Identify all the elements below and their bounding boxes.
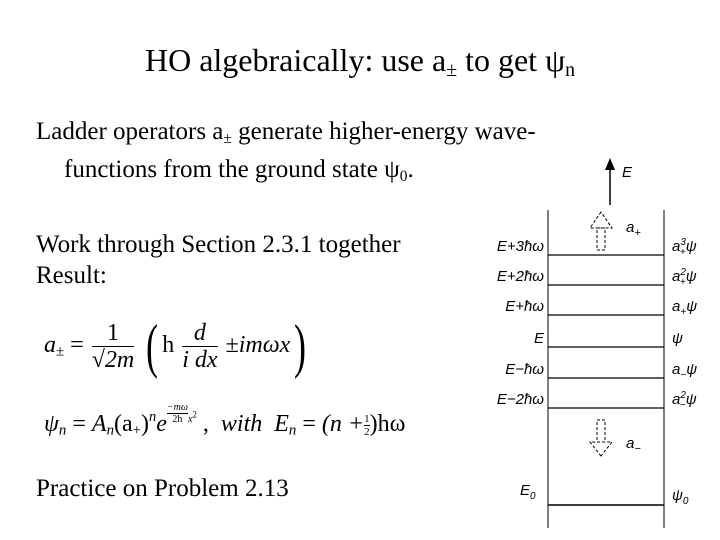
eq2-exp-num: −mω <box>166 402 188 413</box>
title-text: HO algebraically: use a <box>144 42 447 78</box>
eq1-frac2-den-i: i <box>182 347 189 373</box>
energy-level-right-label: $a^2 -\psi$ <box>672 390 697 411</box>
bullet-ladder-operators <box>36 116 536 192</box>
eq1-lhs: a <box>44 332 56 359</box>
eq2-exponent <box>167 402 197 425</box>
eq2-psi: ψ <box>44 411 59 437</box>
eq1-frac-1 <box>92 320 135 373</box>
equation-wavefunction <box>44 402 405 452</box>
eq2-paren-sub: + <box>132 422 142 439</box>
energy-level-right-label: $a_+\psi$ <box>672 298 698 318</box>
energy-level-right-label: ψ <box>672 330 683 347</box>
eq2-half-den: 2 <box>364 425 370 438</box>
title-pm: ± <box>446 58 458 81</box>
energy-levels <box>497 237 697 411</box>
eq2-exp-den: 2h <box>172 414 183 425</box>
eq1-hbar: h <box>162 332 175 359</box>
eq2-n-term: (n + <box>321 411 365 437</box>
lower-arrow <box>590 420 612 456</box>
raise-arrow <box>590 212 612 250</box>
eq2-exp-x-sup: 2 <box>192 409 197 420</box>
ground-level-right-label: $\psi_0$ <box>672 487 689 507</box>
energy-level-left-label: E−2ħω <box>496 391 544 408</box>
eq1-pm-term: ±imωx <box>225 332 291 359</box>
eq2-En-sub: n <box>288 422 297 439</box>
eq1-frac-2 <box>182 320 217 373</box>
eq1-frac1-den: √2m <box>91 347 135 373</box>
title-text-rest: to get ψ <box>457 42 566 78</box>
bullet1-sub0: 0 <box>399 167 408 185</box>
eq2-psi-sub: n <box>58 422 67 439</box>
energy-level-right-label: $a_-\psi$ <box>672 361 698 381</box>
bullet1-period: . <box>407 155 414 183</box>
energy-level-left-label: E+2ħω <box>496 268 544 285</box>
eq2-A: A <box>91 411 107 437</box>
energy-axis-label: E <box>622 164 633 181</box>
eq2-equals-2: = <box>302 411 316 437</box>
eq2-equals: = <box>72 411 86 437</box>
bullet2-text: Work through Section 2.3.1 together <box>36 231 401 258</box>
lower-label: $a_-$ <box>626 435 641 455</box>
raise-label: $a_+$ <box>626 219 641 239</box>
eq2-half-num: 1 <box>364 412 370 425</box>
energy-axis-arrowhead <box>605 158 615 170</box>
bullet-practice: Practice on Problem 2.13 <box>36 475 289 502</box>
energy-level-right-label: $a^3 +\psi$ <box>672 237 697 258</box>
eq1-equals: = <box>70 332 84 359</box>
energy-level-right-label: $a^2 +\psi$ <box>672 267 697 288</box>
ground-level-left-label: $E_0$ <box>520 482 536 502</box>
energy-level-left-label: E <box>533 330 544 347</box>
eq1-frac2-den-dx: dx <box>194 347 218 373</box>
eq2-close: )hω <box>369 411 406 437</box>
energy-level-left-label: E−ħω <box>505 361 544 378</box>
eq2-paren-close: ) <box>141 411 150 437</box>
bullet1-text-b: generate higher-energy wave- <box>231 118 536 145</box>
bullet-work-through <box>36 229 401 291</box>
eq2-exp-x: x <box>187 414 193 425</box>
eq2-paren-sup: n <box>149 408 157 425</box>
eq1-lhs-sub: ± <box>56 343 65 360</box>
title-subscript: n <box>565 58 576 81</box>
bullet3-text: Result: <box>36 262 107 289</box>
eq2-comma: , <box>202 411 209 437</box>
eq1-frac2-num: d <box>182 320 217 347</box>
energy-level-left-label: E+ħω <box>505 298 544 315</box>
eq2-e: e <box>156 411 167 437</box>
energy-level-left-label: E+3ħω <box>496 238 544 255</box>
eq1-open-paren: ( <box>146 313 159 379</box>
eq1-close-paren: ) <box>294 313 307 379</box>
eq2-A-sub: n <box>106 422 114 439</box>
eq1-frac1-num: 1 <box>92 320 135 347</box>
bullet1-pm: ± <box>223 129 232 147</box>
energy-ladder-diagram <box>470 150 710 535</box>
bullet1-text-a: Ladder operators a <box>36 118 224 145</box>
equation-ladder-operator <box>44 312 310 392</box>
slide-title <box>0 42 720 82</box>
eq2-En: E <box>274 411 289 437</box>
eq2-with: with <box>220 411 263 437</box>
eq2-paren-open: (a <box>114 411 133 437</box>
bullet1-text-c: functions from the ground state ψ <box>64 155 400 183</box>
